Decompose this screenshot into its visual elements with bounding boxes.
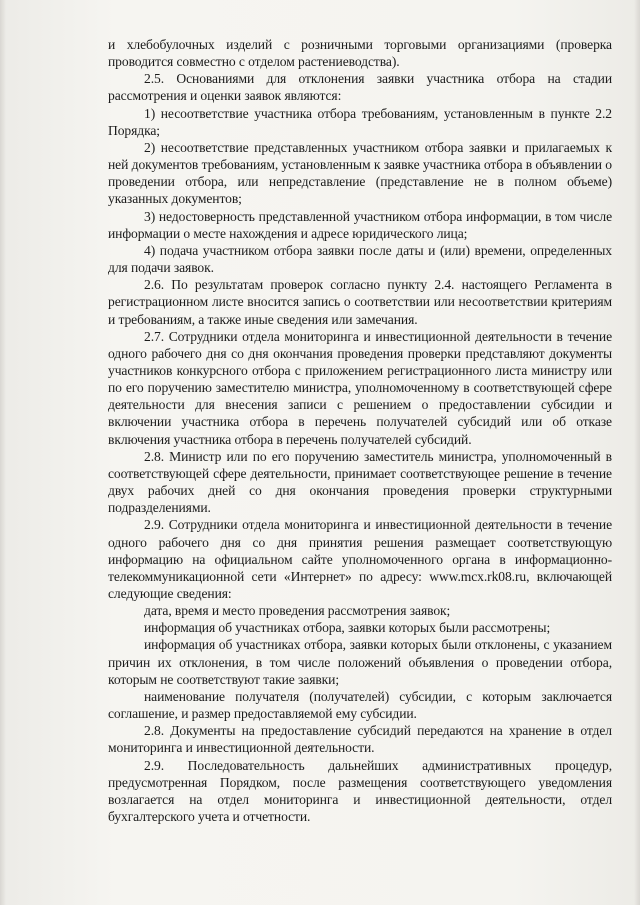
paragraph-2-7: 2.7. Сотрудники отдела мониторинга и инвестиционной деятельности в течение одного рабочего дня со дня окончания проведения проверки представляют документы участников конкурсного отбора с приложением регистрационного листа министру или по его поручению заместителю министра, уполномоченному в соответствующей сфере деятельности для внесения записи с решением о предоставлении субсидии и включении участника отбора в перечень получателей субсидий или об отказе включения участника отбора в перечень получателей субсидий. xyxy=(108,328,612,447)
list-item-info-3: информация об участниках отбора, заявки которых были отклонены, с указанием причин их отклонения, в том числе положений объявления о проведении отбора, которым не соответствуют такие заявки; xyxy=(108,637,612,687)
list-item-reason-1: 1) несоответствие участника отбора требованиям, установленным в пункте 2.2 Порядка; xyxy=(108,105,612,138)
scan-shadow-left xyxy=(0,0,6,905)
scan-shadow-right xyxy=(634,0,640,905)
list-item-info-2: информация об участниках отбора, заявки которых были рассмотрены; xyxy=(144,620,551,636)
list-item-info-4: наименование получателя (получателей) субсидии, с которым заключается соглашение, и размер предоставляемой ему субсидии. xyxy=(108,688,612,722)
list-item-reason-3: 3) недостоверность представленной участником отбора информации, в том числе информации о месте нахождения и адресе юридического лица; xyxy=(108,208,612,241)
paragraph-2-9: 2.9. Сотрудники отдела мониторинга и инвестиционной деятельности в течение одного рабочего дня со дня принятия решения размещает соответствующую информацию на официальном сайте уполномоченного органа в информационно-телекоммуникационной сети «Интернет» по адресу: www.mcx.rk08.ru, включающей следующие сведения: xyxy=(108,517,612,601)
list-item-reason-2: 2) несоответствие представленных участником отбора заявки и прилагаемых к ней документов требованиям, установленным к заявке участника отбора в объявлении о проведении отбора, или непредставление (представление не в полном объеме) указанных документов; xyxy=(108,139,612,207)
paragraph-2-5: 2.5. Основаниями для отклонения заявки участника отбора на стадии рассмотрения и оценки заявок являются: xyxy=(108,71,612,104)
list-item-reason-4: 4) подача участником отбора заявки после даты и (или) времени, определенных для подачи заявок. xyxy=(108,242,612,276)
paragraph-2-8: 2.8. Министр или по его поручению заместитель министра, уполномоченный в соответствующей сфере деятельности, принимает соответствующее решение в течение двух рабочих дней со дня окончания проведения проверки структурными подразделениями. xyxy=(108,448,612,516)
list-item-info-1: дата, время и место проведения рассмотрения заявок; xyxy=(144,603,451,619)
paragraph-continuation: и хлебобулочных изделий с розничными торговыми организациями (проверка проводится совместно с отделом растениеводства). xyxy=(108,37,612,70)
paragraph-2-6: 2.6. По результатам проверок согласно пункту 2.4. настоящего Регламента в регистрационном листе вносится запись о соответствии или несоответствии критериям и требованиям, а также иные сведения или замечания. xyxy=(108,277,612,327)
paragraph-2-9-procedures: 2.9. Последовательность дальнейших административных процедур, предусмотренная Порядком, после размещения соответствующего уведомления возлагается на отдел мониторинга и инвестиционной деятельности, отдел бухгалтерского учета и отчетности. xyxy=(108,757,612,825)
paragraph-2-8-documents: 2.8. Документы на предоставление субсидий передаются на хранение в отдел мониторинга и инвестиционной деятельности. xyxy=(108,723,612,756)
